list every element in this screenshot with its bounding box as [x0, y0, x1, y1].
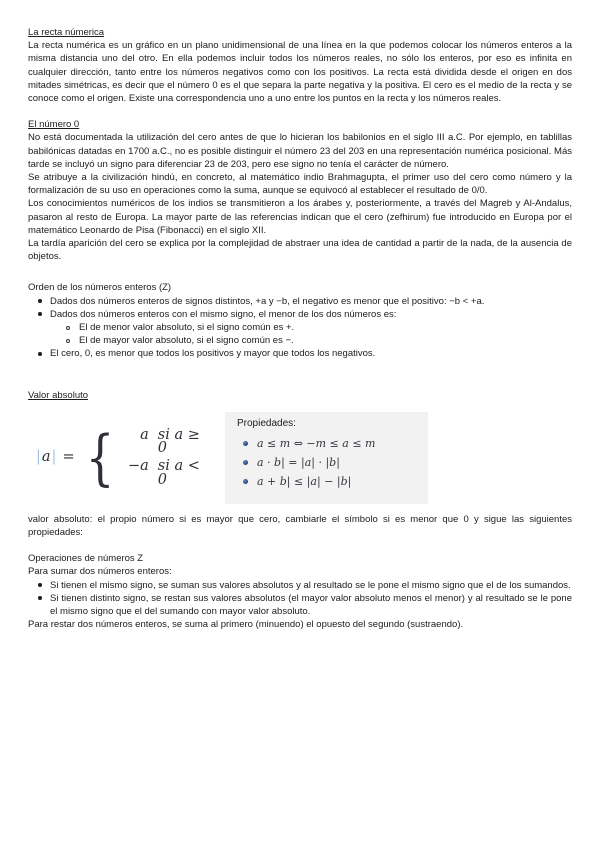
- case-condition: si a ≥ 0: [157, 426, 200, 457]
- list-item-text: Dados dos números enteros con el mismo signo, el menor de los dos números es:: [50, 308, 397, 320]
- numero-0-heading: El número 0: [28, 119, 80, 131]
- list-item-text: Si tienen distinto signo, se restan sus valores absolutos (el mayor valor absoluto menos el menor) y al resultado se le pone el mismo signo que el del sumando con mayor valor absoluto.: [50, 592, 572, 618]
- bullet-circle-icon: [66, 326, 70, 330]
- list-item: [28, 295, 572, 308]
- case-expression: a: [140, 426, 149, 443]
- list-item: [28, 592, 572, 618]
- absolute-value-figure: [35, 412, 572, 504]
- valor-absoluto-paragraph: valor absoluto: el propio número si es mayor que cero, cambiarle el símbolo si es menor que 0 y sigue las siguientes propiedades:: [28, 513, 572, 539]
- bullet-dot-icon: [38, 583, 42, 587]
- bullet-circle-icon: [66, 339, 70, 343]
- recta-numerica-heading: La recta númerica: [28, 27, 105, 38]
- list-item: [28, 579, 572, 592]
- properties-label: Propiedades:: [237, 417, 296, 429]
- numero-0-paragraph-3: Los conocimientos numéricos de los indios se transmitieron a los árabes y, posteriormente, a través del Magreb y Al-Andalus, pasaron al resto de Europa. La mayor parte de las referencias indican que el cero (zefhirum) fue introducido en Europa por el matemático Leonardo de Pisa (Fibonacci) en el siglo XII.: [28, 198, 572, 236]
- list-item-text: Si tienen el mismo signo, se suman sus valores absolutos y al resultado se le pone el mismo signo que el de los sumandos.: [50, 579, 571, 591]
- numero-0-paragraph-2: Se atribuye a la civilización hindú, en concreto, al matemático indio Brahmagupta, el primer uso del cero como número y la formalización de su uso en operaciones como la suma, aunque se equivocó al establecer el resultado de 0/0.: [28, 172, 572, 197]
- bullet-dot-icon: [243, 441, 248, 446]
- property-text: a · b| = |a| · |b|: [257, 455, 340, 469]
- sub-list-item: [28, 321, 572, 334]
- bullet-dot-icon: [243, 479, 248, 484]
- formula-case: [121, 460, 213, 486]
- formula-variable: a: [41, 449, 51, 466]
- formula-cases: [121, 426, 213, 488]
- bullet-dot-icon: [243, 460, 248, 465]
- curly-brace-icon: {: [85, 422, 115, 493]
- recta-numerica-paragraph: La recta numérica es un gráfico en un plano unidimensional de una línea en la que podemos colocar los números enteros a la misma distancia uno del otro. En ella podemos incluir todos los números reales, no sólo los enteros, por eso es infinita en cualquier dirección, tanto entre los números negativos como con los positivos. La recta está dividida desde el origen en dos mitades simétricas, es decir que el número 0 es el que separa la parte negativa y la positiva. El cero es el medio de la recta y se conoce como el origen. Existe una correspondencia uno a uno entre los puntos en la recta y los números reales.: [28, 40, 572, 105]
- list-item: [28, 347, 572, 360]
- property-text: a ≤ m ⇔ −m ≤ a ≤ m: [257, 436, 376, 450]
- list-item-text: Dados dos números enteros de signos distintos, +a y −b, el negativo es menor que el positivo: −b < +a.: [50, 295, 485, 307]
- bullet-dot-icon: [38, 312, 42, 316]
- sub-list-item-text: El de menor valor absoluto, si el signo común es +.: [79, 322, 295, 334]
- formula-equals: =: [62, 449, 75, 466]
- bullet-dot-icon: [38, 299, 42, 303]
- list-item-text: El cero, 0, es menor que todos los positivos y mayor que todos los negativos.: [50, 348, 376, 360]
- property-item: [237, 438, 418, 450]
- bullet-dot-icon: [38, 352, 42, 356]
- absolute-value-formula: [35, 412, 213, 504]
- formula-pipe: |: [36, 449, 41, 466]
- property-item: [237, 457, 418, 469]
- formula-case: [121, 426, 213, 457]
- formula-pipe: |: [51, 449, 57, 466]
- valor-absoluto-heading: Valor absoluto: [28, 389, 89, 401]
- orden-enteros-heading: Orden de los números enteros (Z): [28, 282, 172, 294]
- case-condition: si a < 0: [157, 458, 200, 488]
- operaciones-heading: Operaciones de números Z: [28, 553, 144, 565]
- property-text: a + b| ≤ |a| − |b|: [257, 474, 352, 488]
- sub-list-item: [28, 334, 572, 347]
- bullet-dot-icon: [38, 596, 42, 600]
- properties-panel: [225, 412, 428, 504]
- sub-list-item-text: El de mayor valor absoluto, si el signo común es −.: [79, 335, 294, 347]
- case-expression: −a: [127, 458, 149, 475]
- numero-0-paragraph-4: La tardía aparición del cero se explica por la complejidad de abstraer una idea de cantidad a partir de la nada, de la ausencia de objetos.: [28, 238, 572, 263]
- property-item: [237, 476, 418, 488]
- restar-outro-line: Para restar dos números enteros, se suma al primero (minuendo) el opuesto del segundo (sustraendo).: [28, 619, 464, 631]
- list-item: [28, 308, 572, 321]
- numero-0-paragraph-1: No está documentada la utilización del cero antes de que lo hicieran los babilonios en el siglo III a.C. Por ejemplo, en tablillas babilónicas datadas en 1700 a.C., no es posible distinguir el número 23 del 203 en una representación numérica posicional. Más tarde se incluyó un signo para diferenciar 23 de 203, pero ese signo no tenía el carácter de número.: [28, 132, 572, 170]
- sumar-intro-line: Para sumar dos números enteros:: [28, 566, 172, 578]
